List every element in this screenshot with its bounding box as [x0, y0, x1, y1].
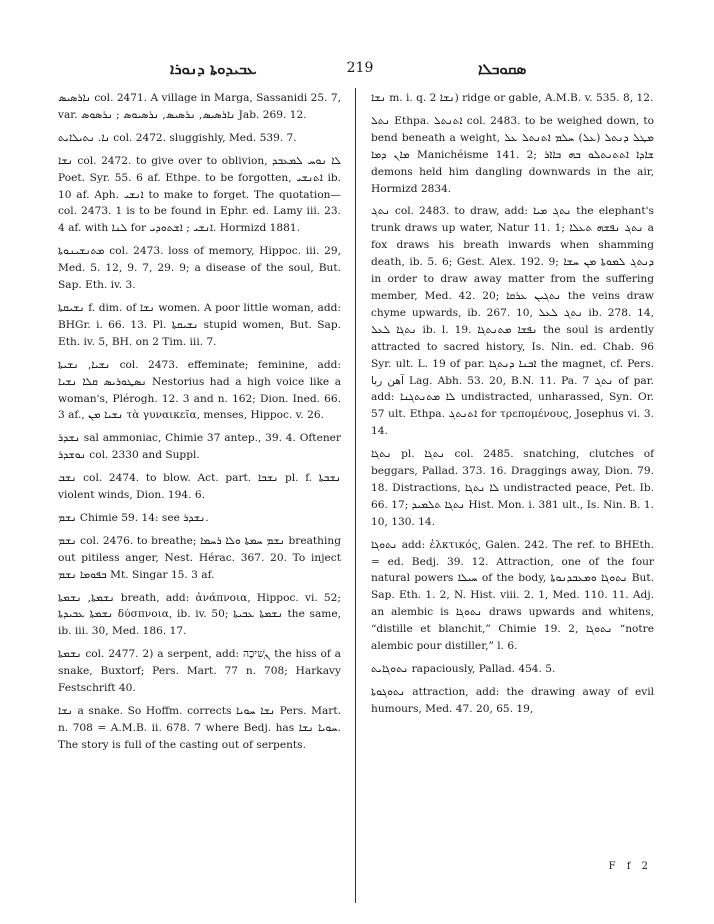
dictionary-entry: ܢܬܘܓܐܝܬ rapaciously, Pallad. 454. 5.: [371, 663, 556, 675]
dictionary-entry: ܢܐ. ܢܬܝܠܐܝܬ col. 2472. sluggishly, Med. 539. 7.: [58, 131, 297, 144]
dictionary-entry: ܢܫܡܬܐ, ܢܫܡܬܐ breath, add: ἀνάπνοια, Hippoc. vi. 52; ܢܫܡܬܐ ܥܒܝܕܬܐ δύσπνοια, ib. iv. 50; ܢܫܡܬܐ ܥܒܝܬܐ the same, ib. iii. 30, Med. 186. 17.: [58, 591, 341, 638]
dictionary-entry: ܢܬܓ col. 2483. to draw, add: ܢܬܓ ܡܝܐ the elephant's trunk draws up water, Natur 11. 1; ܢܬܓ ܢܦܫܗ ܬܥܠܐ a fox draws his breath inwards when shamming death, ib. 5. 6; Gest. Alex. 192. 9; ܕܢܬܓ ܠܡܘܬܐ ܡܢ ܚܫܐ in order to draw away matter from the suffering member, Med. 42. 20; ܢܬܓܝܢ ܥܪܩܐ the veins draw chyme upwards, ib. 267. 10, ܢܬܓ ܠܥܠ ib. 278. 14, ܢܬܓܐ ܠܥܠ ib. l. 19. ܢܦܫܐ ܡܬܢܬܓܐ the soul is ardently attracted to sacred history, Is. Nin. ed. Chab. 96 Syr. ult. L. 19 of par. ܐܒܢܐ ܕܢܬܓܐ the magnet, cf. Pers. آهن ربا Lag. Abh. 53. 20, B.N. 11. Pa. ܢܬܓ 7 of par. add: ܠܐ ܡܬܢܬܓܢܐ undistracted, unharassed, Syn. Or. 57 ult. Ethpa. ܐܬܢܬܓ for τρεπομένους, Josephus vi. 3. 14.: [371, 205, 655, 438]
dictionary-entry: ܢܫܐ col. 2472. to give over to oblivion, ܠܐ ܢܘܚ ܠܡܥܒܕ Poet. Syr. 55. 6 af. Ethpe. to be forgotten, ܐܬܢܫܝ ib. 10 af. Aph. ܐܢܫܝ to make to forget. The quotation—col. 2473. 1 is to be found in Ephr. ed. Lamy iii. 23. 4 af. with ܠܢܐ for ܐܢܫܝ ; ܐܫܬܘܕܝ. Hormizd 1881.: [58, 154, 342, 235]
dictionary-entry: ܢܫܒ col. 2474. to blow. Act. part. ܢܫܒܐ pl. f. ܢܫܒܬܐ violent winds, Dion. 194. 6.: [58, 472, 341, 502]
dictionary-entry: ܢܫܡ col. 2476. to breathe; ܢܫܡ ܚܡܬܐ ܘܠܐ ܪܚܡܐ breathing out pitiless anger, Nest. Hérac. 367. 20. To inject ܒܦܘܡܐ ܢܫܡ Mt. Singar 15. 3 af.: [58, 534, 342, 581]
dictionary-entry: ܢܫܐ m. i. q. ܢܫܐ 2) ridge or gable, A.M.B. v. 535. 8, 12.: [371, 92, 654, 104]
dictionary-entry: ܢܫܝܩܬܐ f. dim. of ܢܫܐ women. A poor little woman, add: BHGr. i. 66. 13. Pl. ܢܫܝܩܬܐ stupid women, But. Sap. Eth. iv. 5, BH. on 2 Tim. iii. 7.: [58, 301, 341, 348]
dictionary-entry: ܢܫܡ Chimie 59. 14: see ܢܫܕܪ.: [58, 511, 209, 524]
right-column: [371, 90, 654, 724]
running-head-right: ܣܩܘܒܠܐ: [478, 60, 527, 78]
signature-mark: F f 2: [608, 861, 652, 872]
dictionary-entry: ܢܫܐ a snake. So Hoffm. corrects ܢܫܐ ܚܘܝܐ Pers. Mart. n. 708 = A.M.B. ii. 678. 7 where Bedj. has ܚܘܝܐ ܢܫܐ. The story is full of the casting out of serpents.: [58, 705, 342, 751]
column-divider: [355, 88, 356, 903]
dictionary-entry: ܢܫܡܬܐ col. 2477. 2) a serpent, add: ܢְשִׁיכָה the hiss of a snake, Buxtorf; Pers. Mart. 77 n. 708; Harkavy Festschrift 40.: [58, 648, 341, 695]
dictionary-entry: ܢܐܪܣܝܣ col. 2471. A village in Marga, Sassanidi 25. 7, var. ܢܐܪܣܝܣ, ܢܪܣܝܣ, ܢܪܣܝܘܣ ; ܢܪܣܘܣ Jab. 269. 12.: [58, 92, 341, 121]
running-head-left: ܥܒܝܕܘܬܐ ܕܢܘܪܐ: [170, 60, 257, 78]
dictionary-entry: ܢܬܠ Ethpa. ܐܬܢܬܠ col. 2483. to be weighed down, to bend beneath a weight, ܡܛܠ ܕܢܬܠ (ܥܠ) ܚܠܡ ܐܬܢܬܠ ܥܠ ܡܐܢ ܕܡܐ Manichéisme 141. 2; ܫܐܕܐ ܐܬܬܢܬܠܘ ܒܗ ܒܐܐܪ demons held him dangling downwards in the air, Hormizd 2834.: [371, 114, 655, 195]
left-column: [58, 90, 341, 760]
dictionary-entry: ܢܬܘܓܐ add: ἑλκτικός, Galen. 242. The ref. to BHEth. = ed. Bedj. 39. 12. Attraction, one of the four natural powers ܚܝܠܐ of the body, ܢܬܘܓܐ ܘܡܥܒܕܢܘܬܐ But. Sap. Eth. 1. 2, N. Hist. viii. 2. 1, Med. 110. 11. Adj. an alembic is ܢܬܘܓܐ draws upwards and whitens, “distille et blanchit,” Chimie 19. 2, ܢܬܘܓܐ “notre alembic pour distiller,” l. 6.: [371, 538, 655, 653]
dictionary-entry: ܢܫܝܐ, ܢܫܝܬܐ col. 2473. effeminate; feminine, add: ܢܣܛܘܪܝܣ ܩܠܐ ܢܫܝܐ Nestorius had a high voice like a woman's, Plérogh. 12. 3 and n. 162; Dion. Ined. 66. 3 af., ܢܫܝܐ ܡܢ τὰ γυναικεῖα, menses, Hippoc. v. 26.: [58, 358, 342, 422]
page-header: [0, 60, 714, 84]
dictionary-entry: ܢܬܓܐ pl. ܢܬܓܐ col. 2485. snatching, clutches of beggars, Pallad. 373. 16. Draggings away, Dion. 79. 18. Distractions, ܠܐ ܢܬܓܐ undistracted peace, Pet. Ib. 66. 17; ܢܬܓܐ ܬܠܡܝܕ Hist. Mon. i. 381 ult., Is. Nin. B. 1. 10, 130. 14.: [371, 448, 655, 528]
dictionary-entry: ܢܬܘܓܘܬܐ attraction, add: the drawing away of evil humours, Med. 47. 20, 65. 19,: [371, 685, 654, 715]
dictionary-entry: ܢܫܕܪ sal ammoniac, Chimie 37 antep., 39. 4. Oftener ܢܘܫܕܪ col. 2330 and Suppl.: [58, 432, 341, 462]
dictionary-entry: ܡܬܢܫܝܢܘܬܐ col. 2473. loss of memory, Hippoc. iii. 29, Med. 5. 12, 9. 7, 29. 9; a disease of the soul, But. Sap. Eth. iv. 3.: [58, 245, 341, 292]
page-number: 219: [346, 60, 374, 76]
